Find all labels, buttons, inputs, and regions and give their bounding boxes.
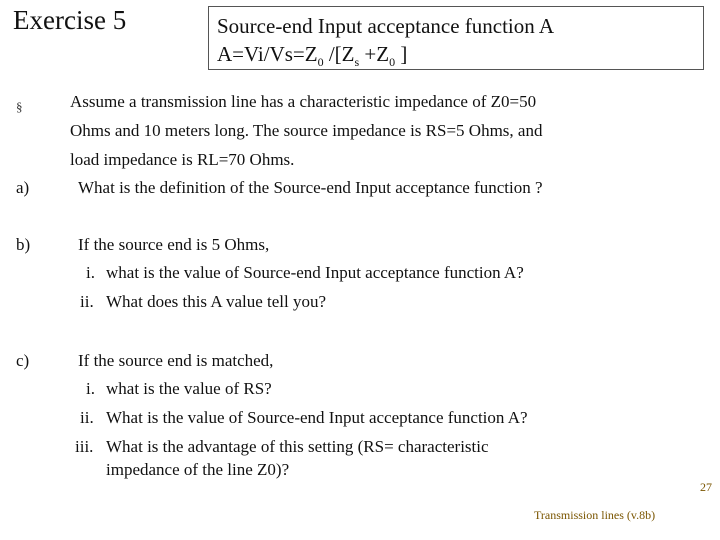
problem-statement-line-1: Assume a transmission line has a characteristic impedance of Z0=50 bbox=[70, 92, 537, 111]
problem-statement-line-3: load impedance is RL=70 Ohms. bbox=[70, 150, 295, 169]
bullet-marker: § bbox=[16, 99, 23, 114]
question-a-marker: a) bbox=[16, 178, 30, 197]
question-b-text: If the source end is 5 Ohms, bbox=[78, 235, 270, 254]
question-c-ii-marker: ii. bbox=[80, 408, 94, 427]
footer-text: Transmission lines (v.8b) bbox=[534, 508, 656, 522]
question-c-marker: c) bbox=[16, 351, 30, 370]
slide-title: Exercise 5 bbox=[13, 5, 127, 35]
formula-equation: $A=Vi/Vs=Z_0$ $/[Z_s +Z_0$ ] bbox=[217, 42, 408, 70]
problem-statement-line-2: Ohms and 10 meters long. The source impedance is RS=5 Ohms, and bbox=[70, 121, 543, 140]
question-c-i-marker: i. bbox=[86, 379, 95, 398]
question-b-marker: b) bbox=[16, 235, 31, 254]
question-b-ii-marker: ii. bbox=[80, 292, 94, 311]
question-c-ii-text: What is the value of Source-end Input acceptance function A? bbox=[106, 408, 528, 427]
question-c-i-text: what is the value of RS? bbox=[106, 379, 272, 398]
question-a-text: What is the definition of the Source-end Input acceptance function ? bbox=[78, 178, 543, 197]
question-c-iii-text: What is the advantage of this setting (RS= characteristic bbox=[106, 437, 489, 456]
question-b-i-marker: i. bbox=[86, 263, 95, 282]
question-c-iii-continuation: impedance of the line Z0)? bbox=[106, 460, 290, 479]
question-c-iii-marker: iii. bbox=[75, 437, 94, 456]
question-b-i-text: what is the value of Source-end Input acceptance function A? bbox=[106, 263, 524, 282]
formula-heading: Source-end Input acceptance function A bbox=[217, 14, 555, 38]
formula-box bbox=[208, 6, 704, 70]
question-c-text: If the source end is matched, bbox=[78, 351, 274, 370]
question-b-ii-text: What does this A value tell you? bbox=[106, 292, 327, 311]
page-number: 27 bbox=[700, 480, 712, 494]
